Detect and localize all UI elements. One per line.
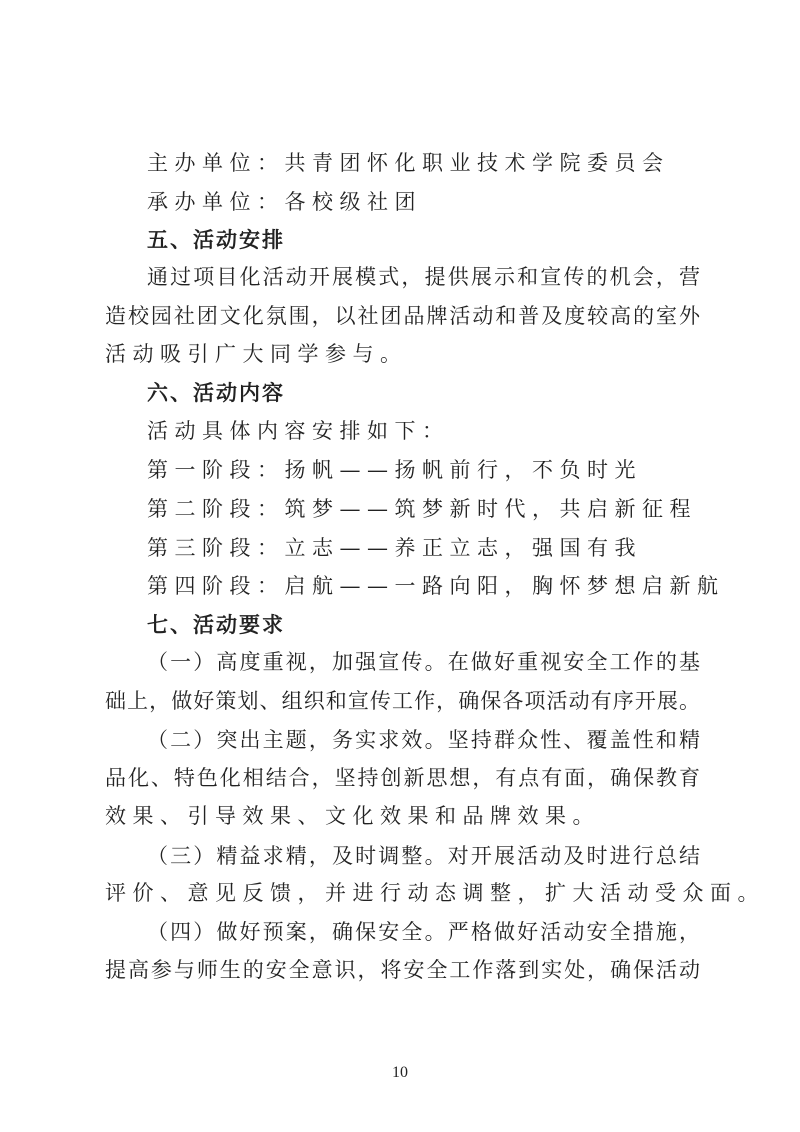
stage-line-4: 第四阶段：启航——一路向阳，胸怀梦想启新航 [147, 574, 725, 598]
section-heading-6: 六、活动内容 [147, 381, 285, 405]
paragraph-line: 础上，做好策划、组织和宣传工作，确保各项活动有序开展。 [105, 689, 700, 713]
paragraph-line: （三）精益求精，及时调整。对开展活动及时进行总结 [147, 844, 700, 868]
paragraph-line: 通过项目化活动开展模式，提供展示和宣传的机会，营 [147, 265, 700, 289]
organizer-line: 主办单位：共青团怀化职业技术学院委员会 [147, 151, 670, 175]
stage-line-1: 第一阶段：扬帆——扬帆前行，不负时光 [147, 458, 642, 482]
paragraph-line: 效果、引导效果、文化效果和品牌效果。 [105, 804, 600, 828]
co-organizer-line: 承办单位：各校级社团 [147, 190, 422, 214]
paragraph-line: （二）突出主题，务实求效。坚持群众性、覆盖性和精 [147, 728, 700, 752]
paragraph-line: （四）做好预案，确保安全。严格做好活动安全措施， [147, 920, 700, 944]
paragraph-line: 提高参与师生的安全意识，将安全工作落到实处，确保活动 [105, 958, 700, 982]
page-number: 10 [392, 1064, 408, 1081]
section-heading-7: 七、活动要求 [147, 613, 285, 637]
stage-line-3: 第三阶段：立志——养正立志，强国有我 [147, 536, 642, 560]
section-heading-5: 五、活动安排 [147, 228, 285, 252]
paragraph-line: 造校园社团文化氛围，以社团品牌活动和普及度较高的室外 [105, 304, 700, 328]
paragraph-line: 品化、特色化相结合，坚持创新思想，有点有面，确保教育 [105, 766, 700, 790]
paragraph-line: 活动吸引广大同学参与。 [105, 342, 408, 366]
stage-line-2: 第二阶段：筑梦——筑梦新时代，共启新征程 [147, 497, 697, 521]
paragraph-line: 活动具体内容安排如下： [147, 419, 450, 443]
paragraph-line: （一）高度重视，加强宣传。在做好重视安全工作的基 [147, 650, 700, 674]
paragraph-line: 评价、意见反馈，并进行动态调整，扩大活动受众面。 [105, 881, 765, 905]
